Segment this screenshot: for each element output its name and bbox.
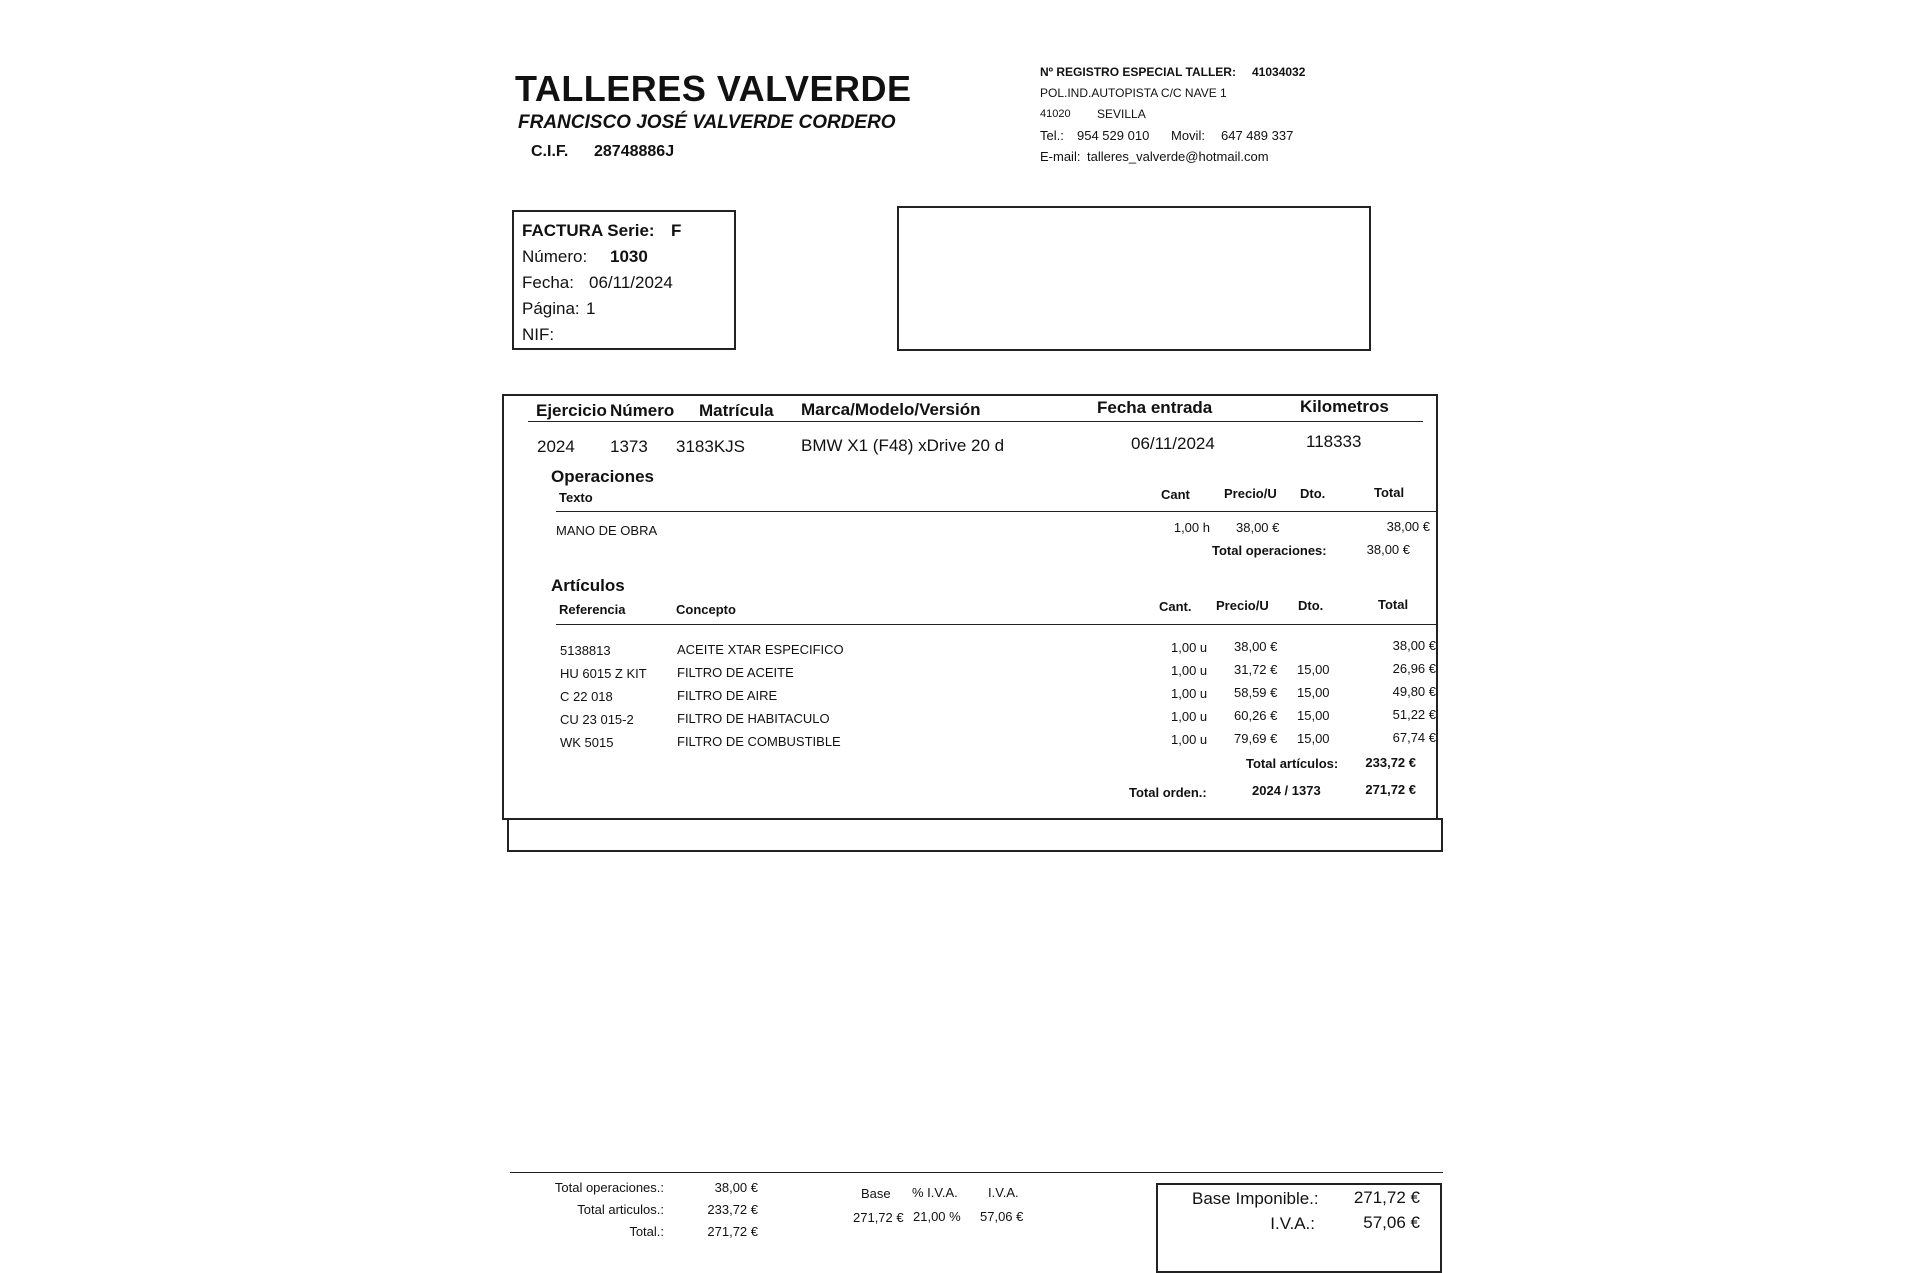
company-name: TALLERES VALVERDE [515, 68, 912, 109]
header-marca: Marca/Modelo/Versión [801, 400, 981, 419]
iva-total-label: I.V.A.: [1270, 1214, 1315, 1233]
art-header-dto: Dto. [1298, 598, 1324, 613]
art-precio: 31,72 € [1234, 662, 1278, 677]
art-cant: 1,00 u [1171, 686, 1208, 701]
header-numero: Número [610, 401, 675, 420]
tel-value: 954 529 010 [1077, 128, 1150, 143]
art-precio: 38,00 € [1234, 639, 1278, 654]
registro-label: Nº REGISTRO ESPECIAL TALLER: [1040, 65, 1236, 79]
art-precio: 58,59 € [1234, 685, 1278, 700]
numero-label: Número: [522, 247, 588, 266]
summary-total-label: Total.: [629, 1224, 664, 1239]
ops-cant: 1,00 h [1173, 520, 1210, 535]
orden-ref: 2024 / 1373 [1252, 783, 1321, 798]
city: SEVILLA [1097, 107, 1146, 121]
summary-art-value: 233,72 € [707, 1202, 758, 1217]
base-imponible-label: Base Imponible.: [1192, 1189, 1319, 1208]
art-total-value: 233,72 € [1365, 755, 1416, 770]
email-label: E-mail: [1040, 149, 1081, 164]
nif-label: NIF: [522, 325, 555, 344]
vehicle-km: 118333 [1306, 432, 1362, 451]
ops-precio: 38,00 € [1236, 520, 1280, 535]
summary-iva-pct-value: 21,00 % [913, 1209, 961, 1224]
pagina-label: Página: [522, 299, 580, 318]
art-cant: 1,00 u [1171, 732, 1208, 747]
serie-label: FACTURA Serie: [522, 221, 655, 240]
ops-texto: MANO DE OBRA [556, 523, 658, 538]
ops-header-precio: Precio/U [1224, 486, 1277, 501]
movil-label: Movil: [1171, 128, 1205, 143]
art-ref: 5138813 [560, 643, 611, 658]
summary-base-label: Base [861, 1186, 891, 1201]
header-fecha: Fecha entrada [1097, 398, 1213, 417]
summary-ops-label: Total operaciones.: [554, 1180, 664, 1195]
ops-total: 38,00 € [1386, 519, 1430, 534]
art-header-ref: Referencia [559, 602, 626, 617]
vehicle-fecha: 06/11/2024 [1131, 434, 1215, 453]
iva-total-value: 57,06 € [1363, 1213, 1420, 1232]
email-value: talleres_valverde@hotmail.com [1087, 149, 1269, 164]
art-cant: 1,00 u [1171, 663, 1208, 678]
ops-header-texto: Texto [559, 490, 593, 505]
vehicle-marca: BMW X1 (F48) xDrive 20 d [801, 436, 1005, 455]
base-imponible-value: 271,72 € [1353, 1188, 1420, 1207]
art-total: 49,80 € [1392, 684, 1436, 699]
art-header-precio: Precio/U [1216, 598, 1269, 613]
orden-total: 271,72 € [1365, 782, 1416, 797]
art-ref: HU 6015 Z KIT [560, 666, 647, 681]
address: POL.IND.AUTOPISTA C/C NAVE 1 [1040, 86, 1227, 100]
art-precio: 60,26 € [1234, 708, 1278, 723]
registro-value: 41034032 [1252, 65, 1306, 79]
art-concepto: ACEITE XTAR ESPECIFICO [677, 642, 844, 657]
company-owner: FRANCISCO JOSÉ VALVERDE CORDERO [518, 112, 896, 133]
art-dto: 15,00 [1297, 685, 1330, 700]
summary-art-label: Total articulos.: [577, 1202, 664, 1217]
art-dto: 15,00 [1297, 708, 1330, 723]
art-header-concepto: Concepto [676, 602, 736, 617]
art-precio: 79,69 € [1234, 731, 1278, 746]
client-box [897, 206, 1371, 351]
art-cant: 1,00 u [1171, 709, 1208, 724]
ops-header-total: Total [1374, 485, 1405, 500]
vehicle-numero: 1373 [610, 437, 648, 456]
tel-label: Tel.: [1040, 128, 1064, 143]
summary-ops-value: 38,00 € [714, 1180, 758, 1195]
serie-value: F [671, 221, 682, 240]
art-dto: 15,00 [1297, 731, 1330, 746]
fecha-label: Fecha: [522, 273, 574, 292]
art-ref: WK 5015 [560, 735, 614, 750]
art-dto: 15,00 [1297, 662, 1330, 677]
postal-code: 41020 [1040, 108, 1071, 120]
fecha-value: 06/11/2024 [589, 273, 673, 292]
vehicle-ejercicio: 2024 [537, 437, 575, 456]
art-ref: C 22 018 [560, 689, 613, 704]
summary-base-value: 271,72 € [853, 1210, 904, 1225]
header-km: Kilometros [1300, 397, 1389, 416]
summary-iva-value: 57,06 € [980, 1209, 1024, 1224]
cif-label: C.I.F. [531, 143, 569, 160]
art-total: 26,96 € [1392, 661, 1436, 676]
art-total: 67,74 € [1392, 730, 1436, 745]
ops-total-value: 38,00 € [1366, 542, 1410, 557]
art-total: 51,22 € [1392, 707, 1436, 722]
art-concepto: FILTRO DE AIRE [677, 688, 778, 703]
art-concepto: FILTRO DE HABITACULO [677, 711, 830, 726]
ops-total-label: Total operaciones: [1212, 543, 1327, 558]
ops-header-rule [556, 511, 1436, 512]
header-matricula: Matrícula [699, 401, 774, 420]
orden-label: Total orden.: [1129, 785, 1207, 800]
vehicle-header-rule [528, 421, 1423, 422]
art-total: 38,00 € [1392, 638, 1436, 653]
cif-value: 28748886J [594, 143, 675, 160]
art-concepto: FILTRO DE ACEITE [677, 665, 794, 680]
art-header-rule [556, 624, 1436, 625]
summary-rule [510, 1172, 1443, 1173]
art-header-cant: Cant. [1159, 599, 1192, 614]
operaciones-title: Operaciones [551, 467, 654, 486]
art-cant: 1,00 u [1171, 640, 1208, 655]
art-header-total: Total [1378, 597, 1409, 612]
summary-total-value: 271,72 € [707, 1224, 758, 1239]
art-concepto: FILTRO DE COMBUSTIBLE [677, 734, 841, 749]
art-ref: CU 23 015-2 [560, 712, 634, 727]
vehicle-matricula: 3183KJS [676, 437, 745, 456]
summary-iva-label: I.V.A. [988, 1185, 1019, 1200]
ops-header-dto: Dto. [1300, 486, 1326, 501]
pagina-value: 1 [586, 299, 596, 318]
ops-header-cant: Cant [1161, 487, 1190, 502]
summary-iva-pct-label: % I.V.A. [912, 1185, 958, 1200]
art-total-label: Total artículos: [1246, 756, 1339, 771]
movil-value: 647 489 337 [1221, 128, 1294, 143]
numero-value: 1030 [610, 247, 648, 266]
articulos-title: Artículos [551, 576, 625, 595]
header-ejercicio: Ejercicio [536, 401, 607, 420]
order-footer-box [507, 818, 1443, 852]
